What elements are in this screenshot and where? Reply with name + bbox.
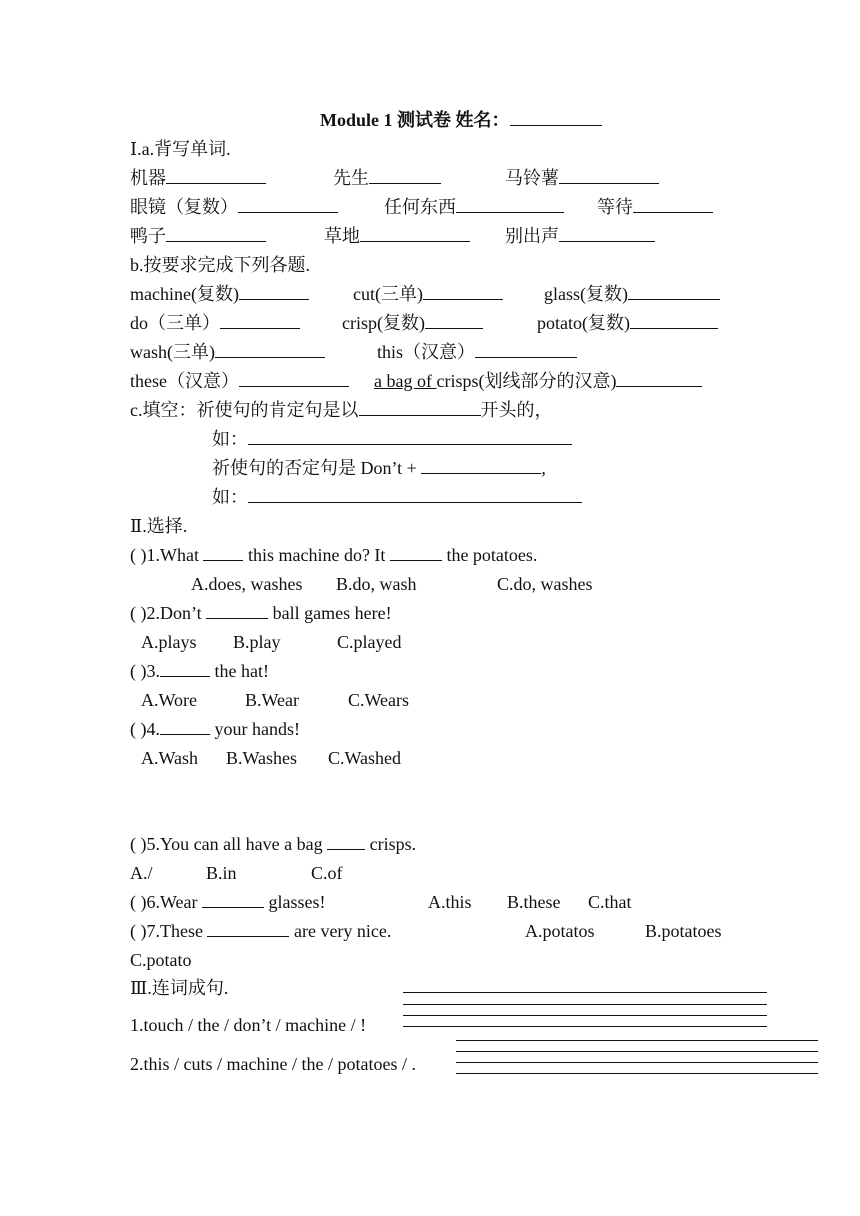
- answer-blank[interactable]: [423, 283, 503, 300]
- b-row-2-b: [342, 312, 483, 334]
- item-label: crisp(复数): [342, 313, 425, 333]
- option: A.plays: [141, 632, 197, 652]
- option: A.this: [428, 892, 472, 912]
- answer-blank[interactable]: [160, 660, 210, 677]
- item-label: c.填空：祈使句的肯定句是以: [130, 400, 359, 420]
- answer-blank[interactable]: [202, 891, 264, 908]
- c-row-4: [212, 486, 582, 508]
- option: B.Washes: [226, 748, 298, 768]
- option: C.Wears: [348, 690, 410, 710]
- answer-blank[interactable]: [220, 312, 300, 329]
- question-text: the hat!: [210, 661, 269, 681]
- section-1b-heading: b.按要求完成下列各题.: [130, 255, 310, 275]
- question-4: [130, 718, 300, 740]
- vocab-row-2-b: [384, 196, 564, 218]
- name-blank[interactable]: [510, 109, 602, 126]
- option: A.Wash: [141, 748, 199, 768]
- item-label: 机器: [130, 168, 166, 188]
- b-row-4: [130, 370, 349, 392]
- question-1: [130, 544, 537, 566]
- answer-blank[interactable]: [327, 833, 365, 850]
- item-label: 先生: [333, 168, 369, 188]
- option: B.potatoes: [645, 921, 722, 941]
- rearrange-question-1: 1.touch / the / don’t / machine / !: [130, 1015, 367, 1035]
- underlined-phrase: a bag of: [374, 371, 437, 391]
- answer-line[interactable]: [456, 1040, 818, 1041]
- vocab-row-3-b: [324, 225, 470, 247]
- question-text: crisps.: [365, 834, 417, 854]
- answer-blank[interactable]: [421, 457, 541, 474]
- item-label: 任何东西: [384, 197, 456, 217]
- item-label: wash(三单): [130, 342, 215, 362]
- answer-blank[interactable]: [238, 196, 338, 213]
- option: C.played: [337, 632, 402, 652]
- answer-blank[interactable]: [559, 225, 655, 242]
- title-text: Module 1 测试卷 姓名：: [320, 110, 510, 130]
- b-row-1-b: [353, 283, 503, 305]
- option: C.potato: [130, 950, 192, 970]
- option: A./: [130, 863, 153, 883]
- answer-blank[interactable]: [166, 225, 266, 242]
- answer-blank[interactable]: [359, 399, 481, 416]
- rearrange-question-2: 2.this / cuts / machine / the / potatoes / .: [130, 1054, 416, 1074]
- answer-line[interactable]: [403, 992, 767, 993]
- item-label: 开头的，: [480, 400, 553, 420]
- item-label: 马铃薯: [505, 168, 559, 188]
- answer-blank[interactable]: [215, 341, 325, 358]
- answer-blank[interactable]: [425, 312, 483, 329]
- question-6: [130, 891, 326, 913]
- item-label: 如：: [212, 429, 248, 449]
- question-3: [130, 660, 269, 682]
- vocab-row-2-c: [597, 196, 713, 218]
- answer-blank[interactable]: [207, 920, 289, 937]
- question-text: ( )5.You can all have a bag: [130, 834, 328, 854]
- b-row-2-c: [537, 312, 718, 334]
- item-label: machine(复数): [130, 284, 239, 304]
- option: C.do, washes: [497, 574, 593, 594]
- question-text: ball games here!: [268, 603, 392, 623]
- vocab-row-1: [130, 167, 266, 189]
- answer-blank[interactable]: [203, 544, 243, 561]
- answer-blank[interactable]: [206, 602, 268, 619]
- answer-line[interactable]: [456, 1051, 818, 1052]
- section-2-heading: Ⅱ.选择.: [130, 516, 188, 536]
- question-7: [130, 920, 391, 942]
- option: B.these: [507, 892, 561, 912]
- question-text: ( )6.Wear: [130, 892, 203, 912]
- question-5: [130, 833, 416, 855]
- answer-blank[interactable]: [248, 428, 572, 445]
- vocab-row-3: [130, 225, 266, 247]
- c-row-1: [130, 399, 553, 421]
- question-2: [130, 602, 392, 624]
- question-text: your hands!: [210, 719, 300, 739]
- item-label: crisps(划线部分的汉意): [436, 371, 617, 391]
- b-row-2: [130, 312, 300, 334]
- c-row-2: [212, 428, 572, 450]
- c-row-3: [212, 457, 546, 479]
- section-3-heading: Ⅲ.连词成句.: [130, 978, 229, 998]
- option: A.does, washes: [191, 574, 303, 594]
- item-label: this（汉意）: [377, 342, 476, 362]
- option: B.Wear: [245, 690, 300, 710]
- answer-blank[interactable]: [559, 167, 659, 184]
- question-text: ( )4.: [130, 719, 160, 739]
- option: C.Washed: [328, 748, 402, 768]
- answer-blank[interactable]: [160, 718, 210, 735]
- answer-blank[interactable]: [248, 486, 582, 503]
- question-text: the potatoes.: [441, 545, 538, 565]
- answer-blank[interactable]: [369, 167, 441, 184]
- answer-blank[interactable]: [239, 370, 349, 387]
- answer-blank[interactable]: [628, 283, 720, 300]
- answer-line[interactable]: [403, 1026, 767, 1027]
- vocab-row-1-c: [505, 167, 659, 189]
- item-label: 草地: [324, 226, 360, 246]
- item-label: ,: [541, 458, 546, 478]
- b-row-3-b: [377, 341, 577, 363]
- b-row-1-c: [544, 283, 720, 305]
- option: B.in: [206, 863, 237, 883]
- vocab-row-1-b: [333, 167, 441, 189]
- answer-blank[interactable]: [633, 196, 713, 213]
- item-label: 鸭子: [130, 226, 166, 246]
- item-label: glass(复数): [544, 284, 628, 304]
- item-label: potato(复数): [537, 313, 630, 333]
- item-label: 别出声: [505, 226, 559, 246]
- b-row-1: [130, 283, 309, 305]
- option: B.play: [233, 632, 281, 652]
- answer-line[interactable]: [403, 1015, 767, 1016]
- page-title: [320, 109, 602, 131]
- question-text: this machine do? It: [243, 545, 390, 565]
- option: A.potatos: [525, 921, 595, 941]
- answer-blank[interactable]: [166, 167, 266, 184]
- answer-blank[interactable]: [390, 544, 442, 561]
- option: A.Wore: [141, 690, 198, 710]
- question-text: glasses!: [264, 892, 326, 912]
- answer-blank[interactable]: [456, 196, 564, 213]
- answer-blank[interactable]: [360, 225, 470, 242]
- answer-blank[interactable]: [475, 341, 577, 358]
- item-label: these（汉意）: [130, 371, 239, 391]
- answer-line[interactable]: [403, 1004, 767, 1005]
- item-label: cut(三单): [353, 284, 423, 304]
- b-row-3: [130, 341, 325, 363]
- option: C.of: [311, 863, 343, 883]
- answer-line[interactable]: [456, 1073, 818, 1074]
- vocab-row-3-c: [505, 225, 655, 247]
- question-text: are very nice.: [289, 921, 392, 941]
- question-text: ( )3.: [130, 661, 160, 681]
- item-label: 眼镜（复数）: [130, 197, 238, 217]
- item-label: 祈使句的否定句是 Don’t +: [212, 458, 422, 478]
- option: B.do, wash: [336, 574, 417, 594]
- answer-line[interactable]: [456, 1062, 818, 1063]
- b-row-4-b: [374, 370, 702, 392]
- item-label: 如：: [212, 487, 248, 507]
- question-text: ( )2.Don’t: [130, 603, 207, 623]
- item-label: do（三单）: [130, 313, 220, 333]
- item-label: 等待: [597, 197, 633, 217]
- answer-blank[interactable]: [239, 283, 309, 300]
- question-text: ( )1.What: [130, 545, 204, 565]
- answer-blank[interactable]: [630, 312, 718, 329]
- vocab-row-2: [130, 196, 338, 218]
- question-text: ( )7.These: [130, 921, 208, 941]
- answer-blank[interactable]: [616, 370, 702, 387]
- option: C.that: [588, 892, 632, 912]
- section-1-heading: Ⅰ.a.背写单词.: [130, 139, 231, 159]
